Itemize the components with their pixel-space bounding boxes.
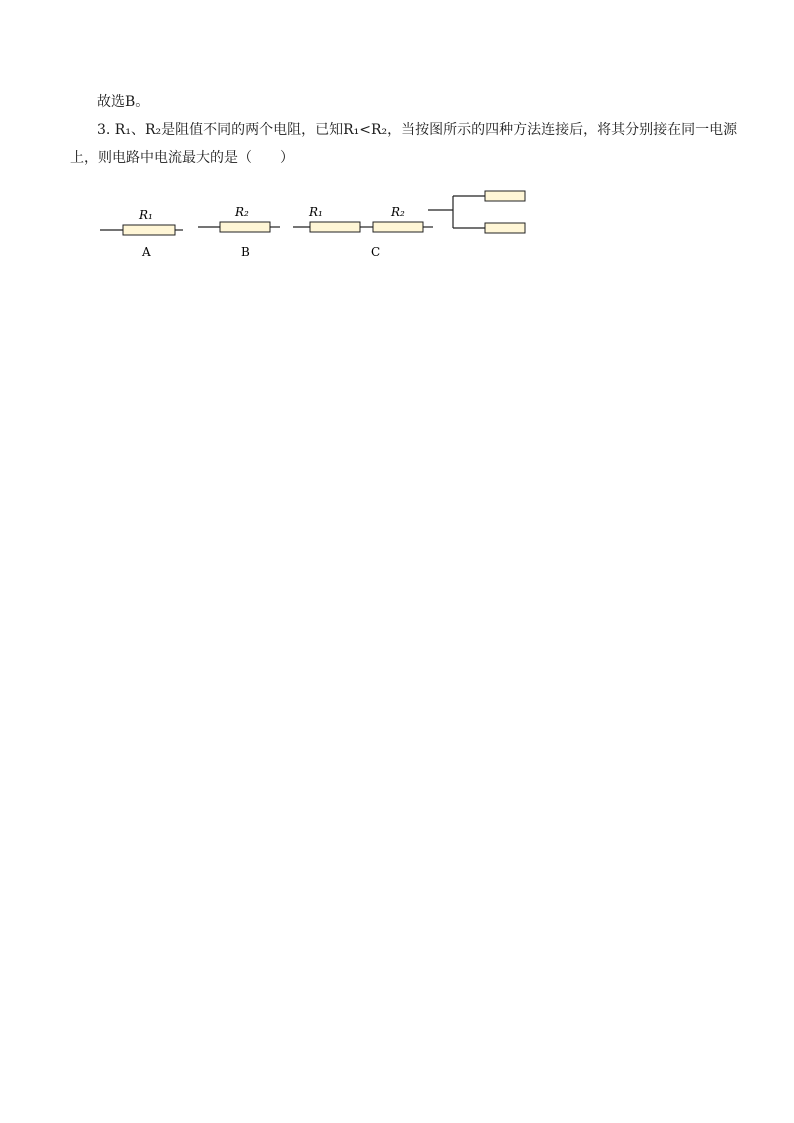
- q3-fig-A: [100, 208, 183, 259]
- q3-fig-D: [428, 191, 525, 233]
- q3-fig-B-label: B: [241, 245, 250, 259]
- q3-fig-C-label: C: [371, 245, 381, 259]
- q3-fig-B: [198, 205, 280, 259]
- q3-fig-B-R2: R₂: [235, 205, 249, 219]
- q3-fig-C-R1: R₁: [309, 205, 323, 219]
- q3-circuit-figure: [95, 170, 545, 260]
- q3-fig-C: [293, 205, 433, 259]
- q3-fig-C-R2: R₂: [391, 205, 405, 219]
- q3-stem-line2: 上，则电路中电流最大的是（ ）: [70, 150, 294, 166]
- q3-fig-A-R1: R₁: [139, 208, 153, 222]
- q3-fig-A-label: A: [142, 245, 151, 259]
- prev-conclusion: 故选B。: [97, 94, 150, 110]
- q3-stem-line1: 3. R₁、R₂是阻值不同的两个电阻，已知R₁<R₂，当按图所示的四种方法连接后，将其分别接在同一电源: [97, 122, 738, 138]
